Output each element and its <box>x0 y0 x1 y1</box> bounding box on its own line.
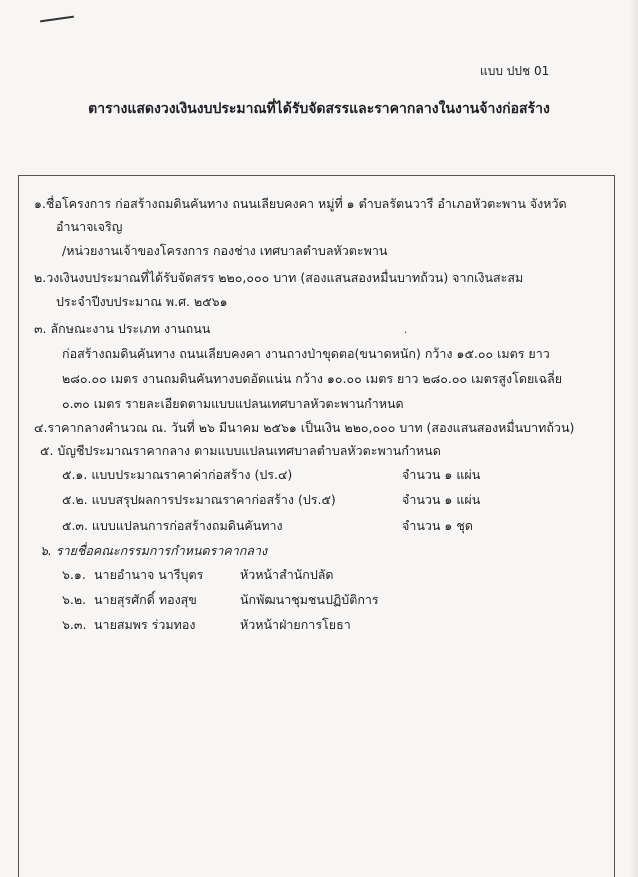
item2-line2: ประจำปีงบประมาณ พ.ศ. ๒๕๖๑ <box>56 294 228 309</box>
item3-line3: ๒๘๐.๐๐ เมตร งานถมดินคันทางบดอัดแน่น กว้าง ๑๐.๐๐ เมตร ยาว ๒๘๐.๐๐ เมตรสูงโดยเฉลี่ย <box>62 371 563 386</box>
member-number: ๖.๓. <box>62 617 87 632</box>
item1-line1: ๑.ชื่อโครงการ ก่อสร้างถมดินคันทาง ถนนเลียบคงคา หมู่ที่ ๑ ตำบลรัตนวารี อำเภอหัวตะพาน จังหวัด <box>34 196 567 211</box>
item5-row-label: ๕.๒. แบบสรุปผลการประมาณราคาก่อสร้าง (ปร.๕) <box>62 492 336 507</box>
member-name: นายสมพร ร่วมทอง <box>94 617 196 632</box>
member-number: ๖.๑. <box>62 567 86 582</box>
item5-row-label: ๕.๓. แบบแปลนการก่อสร้างถมดินคันทาง <box>62 518 283 533</box>
item1-line2: อำนาจเจริญ <box>56 219 123 234</box>
item3-line1: ๓. ลักษณะงาน ประเภท งานถนน <box>34 321 211 336</box>
item3-line2: ก่อสร้างถมดินคันทาง ถนนเลียบคงคา งานถางป่าขุดตอ(ขนาดหนัก) กว้าง ๑๕.๐๐ เมตร ยาว <box>62 346 550 361</box>
form-code: แบบ ปปช 01 <box>480 64 550 78</box>
item5-row-qty: จำนวน ๑ แผ่น <box>402 467 481 482</box>
item2-line1: ๒.วงเงินงบประมาณที่ได้รับจัดสรร ๒๒๐,๐๐๐ บาท (สองแสนสองหมื่นบาทถ้วน) จากเงินสะสม <box>34 270 524 285</box>
pen-stroke-mark <box>40 16 74 23</box>
item5-row-qty: จำนวน ๑ ชุด <box>402 518 473 533</box>
item5-row-qty: จำนวน ๑ แผ่น <box>402 492 481 507</box>
member-name: นายสุรศักดิ์ ทองสุข <box>94 592 197 607</box>
page-edge-shadow <box>630 0 638 877</box>
item5-row-label: ๕.๑. แบบประมาณราคาค่าก่อสร้าง (ปร.๔) <box>62 467 293 482</box>
stray-dot-mark: · <box>404 328 408 339</box>
item5-heading: ๕. บัญชีประมาณราคากลาง ตามแบบแปลนเทศบาลตำบลหัวตะพานกำหนด <box>40 443 441 458</box>
item3-line4: ๐.๓๐ เมตร รายละเอียดตามแบบแปลนเทศบาลหัวตะพานกำหนด <box>62 396 404 411</box>
item6-heading: ๖. รายชื่อคณะกรรมการกำหนดราคากลาง <box>40 543 268 558</box>
member-number: ๖.๒. <box>62 592 87 607</box>
item4-line1: ๔.ราคากลางคำนวณ ณ. วันที่ ๒๖ มีนาคม ๒๕๖๑ เป็นเงิน ๒๒๐,๐๐๐ บาท (สองแสนสองหมื่นบาทถ้วน) <box>34 420 575 435</box>
member-role: หัวหน้าฝ่ายการโยธา <box>240 617 351 632</box>
page-title: ตารางแสดงวงเงินงบประมาณที่ได้รับจัดสรรและราคากลางในงานจ้างก่อสร้าง <box>88 101 550 117</box>
item1-line3: /หน่วยงานเจ้าของโครงการ กองช่าง เทศบาลตำบลหัวตะพาน <box>62 243 388 258</box>
member-name: นายอำนาจ นารีบุตร <box>94 567 204 582</box>
member-role: นักพัฒนาชุมชนปฏิบัติการ <box>240 592 379 607</box>
member-role: หัวหน้าสำนักปลัด <box>240 567 334 582</box>
